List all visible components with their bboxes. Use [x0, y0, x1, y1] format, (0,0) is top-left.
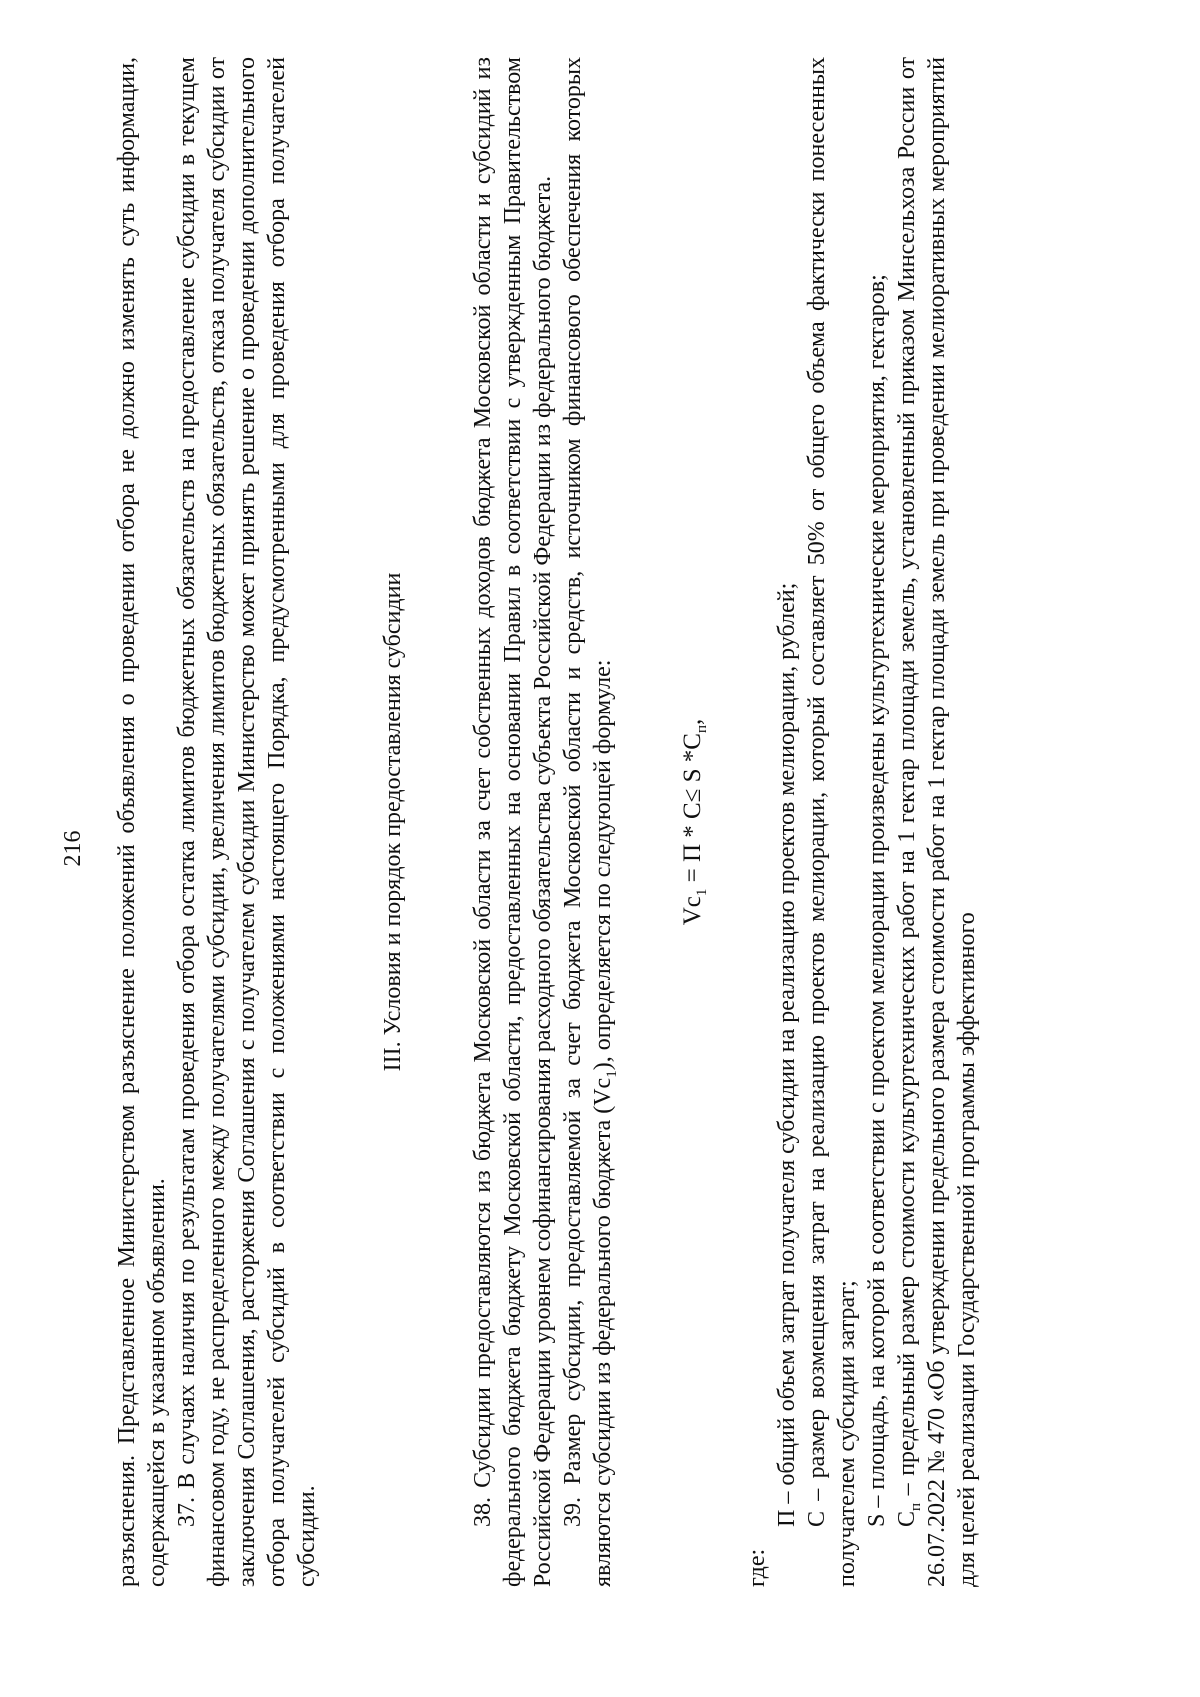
section-heading: III. Условия и порядок предоставления субсидии: [380, 572, 406, 1072]
top-section: [112, 57, 322, 1587]
formula-lhs-subscript: 1: [694, 888, 710, 897]
definition-s: S – площадь, на которой в соответствии с проектом мелиорации произведены культуртехнические мероприятия, гектаров;: [864, 274, 890, 1527]
definition-cp: [892, 57, 982, 1587]
paragraph-38: 38. Субсидии предоставляются из бюджета Московской области за счет собственных доходов бюджета Московской области и субсидий из федерального бюджета бюджету Московской области, предоставленных на основании Правил в соответствии с утвержденным Правительством Российской Федерации уровнем софинансирования расходного обязательства субъекта Российской Федерации из федерального бюджета.: [470, 57, 556, 1587]
paragraph-37: 37. В случаях наличия по результатам проведения отбора остатка лимитов бюджетных обязательств на предоставление субсидии в текущем финансовом году, не распределенного между получателями субсидии, увеличения лимитов бюджетных обязательств, отказа получателя субсидии от заключения Соглашения, расторжения Соглашения с получателем субсидии Министерство может принять решение о проведении дополнительного отбора получателей субсидий в соответствии с положениями настоящего Порядка, предусмотренными для проведения отбора получателей субсидии.: [174, 57, 320, 1587]
page-number: 216: [60, 830, 86, 867]
paragraph-39-text: 39. Размер субсидии, предоставляемой за счет бюджета Московской области и средств, источником финансового обеспечения которых являются субсидии из федерального бюджета (Vc: [560, 57, 616, 1587]
paragraph-continuation: разъяснения. Представленное Министерством разъяснение положений объявления о проведении отбора не должно изменять суть информации, содержащейся в указанном объявлении.: [114, 57, 170, 1587]
paragraph-39: [558, 57, 618, 1587]
where-label: где:: [744, 1548, 770, 1587]
formula-lhs: Vc: [679, 896, 706, 926]
formula-rhs: = П * С≤ S *С: [679, 733, 706, 889]
definition-cp-subscript: п: [907, 1502, 924, 1511]
definition-cp-text: – предельный размер стоимости культуртехнических работ на 1 гектар площади земель, установленный приказом Минсельхоза России от 26.07.2022 № 470 «Об утверждении предельного размера стоимости работ на 1 гектар площади земель при проведении мелиоративных мероприятий для целей реализации Государственной программы эффективного: [894, 57, 980, 1587]
formula-rhs-subscript: п: [694, 724, 710, 733]
definitions-section: [742, 57, 982, 1587]
definition-p: П – общий объем затрат получателя субсидии на реализацию проектов мелиорации, рублей;: [774, 582, 800, 1527]
definition-cp-symbol: С: [894, 1510, 920, 1527]
formula-tail: ,: [679, 718, 706, 725]
paragraph-39-subscript: 1: [603, 1070, 620, 1078]
definition-c: С – размер возмещения затрат на реализацию проектов мелиорации, который составляет 50% от общего объема фактически понесенных получателем субсидии затрат;: [804, 57, 860, 1587]
paragraph-39-tail: ), определяется по следующей формуле:: [590, 659, 616, 1071]
subsidy-formula: [678, 57, 708, 1587]
middle-section: [468, 57, 618, 1587]
